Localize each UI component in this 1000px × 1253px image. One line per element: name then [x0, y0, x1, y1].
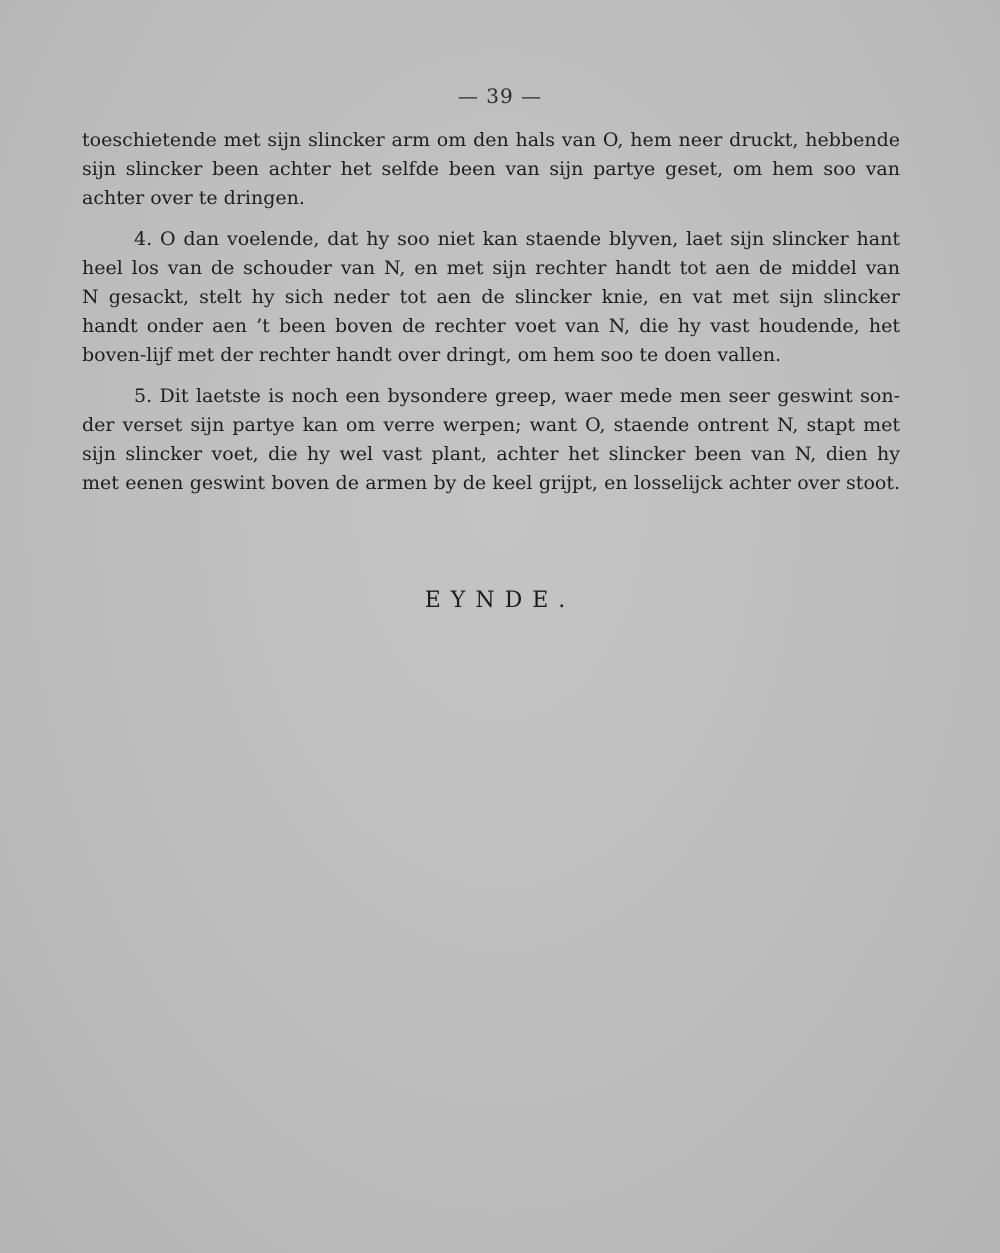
page-number: — 39 —	[457, 84, 543, 108]
paragraph-5	[82, 382, 900, 498]
text-line: sijn slincker been achter het selfde been van sijn partye geset, om hem soo van	[82, 158, 900, 180]
text-line: N gesackt, stelt hy sich neder tot aen de slincker knie, en vat met sijn slincker	[82, 286, 900, 308]
paragraph-4	[82, 225, 900, 370]
text-line: boven-lijf met der rechter handt over dringt, om hem soo te doen vallen.	[82, 344, 782, 366]
paragraph-continuation	[82, 126, 900, 213]
text-line: handt onder aen ’t been boven de rechter voet van N, die hy vast houdende, het	[82, 315, 900, 337]
text-line: sijn slincker voet, die hy wel vast plant, achter het slincker been van N, dien hy	[82, 443, 900, 465]
text-line: achter over te dringen.	[82, 187, 305, 209]
text-line: 4. O dan voelende, dat hy soo niet kan staende blyven, laet sijn slincker hant	[134, 228, 900, 250]
text-line: 5. Dit laetste is noch een bysondere greep, waer mede men seer geswint son-	[134, 385, 900, 407]
text-line: met eenen geswint boven de armen by de keel grijpt, en losselijck achter over stoot.	[82, 472, 900, 494]
text-line: der verset sijn partye kan om verre werpen; want O, staende ontrent N, stapt met	[82, 414, 900, 436]
ending-heading: EYNDE.	[424, 588, 576, 613]
body-text	[82, 126, 900, 510]
text-line: toeschietende met sijn slincker arm om den hals van O, hem neer druckt, hebbende	[82, 129, 900, 151]
text-line: heel los van de schouder van N, en met sijn rechter handt tot aen de middel van	[82, 257, 900, 279]
